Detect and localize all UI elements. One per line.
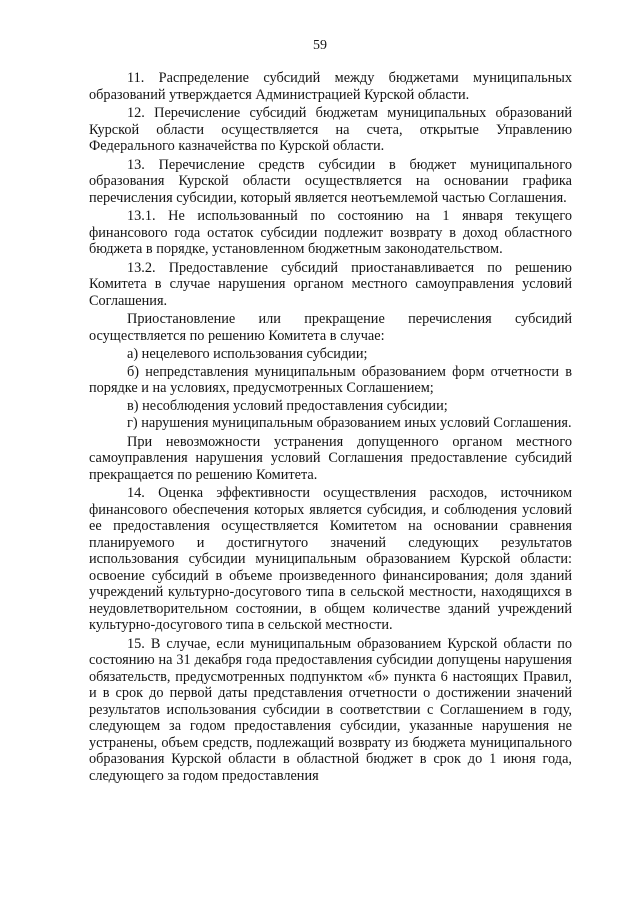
paragraph-suspension: Приостановление или прекращение перечисления субсидий осуществляется по решению Комитета в случае: [89,311,572,344]
paragraph-11: 11. Распределение субсидий между бюджетами муниципальных образований утверждается Администрацией Курской области. [89,70,572,103]
list-item-b: б) непредставления муниципальным образованием форм отчетности в порядке и на условиях, предусмотренных Соглашением; [89,363,572,396]
paragraph-15: 15. В случае, если муниципальным образованием Курской области по состоянию на 31 декабря года предоставления субсидии допущены нарушения обязательств, предусмотренных подпунктом «б» пункта 6 настоящих Правил, и в срок до первой даты представления отчетности о достижении значений результатов использования субсидии в соответствии с Соглашением в году, следующем за годом предоставления субсидии, указанные нарушения не устранены, объем средств, подлежащий возврату из бюджета муниципального образования Курской области в областной бюджет в срок до 1 июня года, следующего за годом предоставления [89,635,572,784]
list-item-a: а) нецелевого использования субсидии; [127,346,368,362]
paragraph-13-2: 13.2. Предоставление субсидий приостанавливается по решению Комитета в случае нарушения органом местного самоуправления условий Соглашения. [89,259,572,309]
paragraph-13: 13. Перечисление средств субсидии в бюджет муниципального образования Курской области осуществляется на основании графика перечисления субсидии, который является неотъемлемой частью Соглашения. [89,156,572,206]
paragraph-12: 12. Перечисление субсидий бюджетам муниципальных образований Курской области осуществляется на счета, открытые Управлению Федерального казначейства по Курской области. [89,105,572,154]
list-item-v: в) несоблюдения условий предоставления субсидии; [127,397,448,414]
page-number: 59 [313,38,327,53]
paragraph-termination: При невозможности устранения допущенного органом местного самоуправления нарушения условий Соглашения предоставление субсидий прекращается по решению Комитета. [89,433,572,483]
paragraph-13-1: 13.1. Не использованный по состоянию на 1 января текущего финансового года остаток субсидии подлежит возврату в доход областного бюджета в порядке, установленном бюджетным законодательством. [89,208,572,257]
body-text [89,70,572,786]
paragraph-14: 14. Оценка эффективности осуществления расходов, источником финансового обеспечения которых является субсидия, и соблюдения условий ее предоставления осуществляется Комитетом на основании сравнения планируемого и достигнутого значений следующих результатов использования субсидии муниципальным образованием Курской области: освоение субсидий в объеме произведенного финансирования; доля зданий учреждений культурно-досугового типа в сельской местности, находящихся в неудовлетворительном состоянии, в общем количестве зданий учреждений культурно-досугового типа в сельской местности. [89,485,572,633]
list-item-g: г) нарушения муниципальным образованием иных условий Соглашения. [127,415,572,431]
